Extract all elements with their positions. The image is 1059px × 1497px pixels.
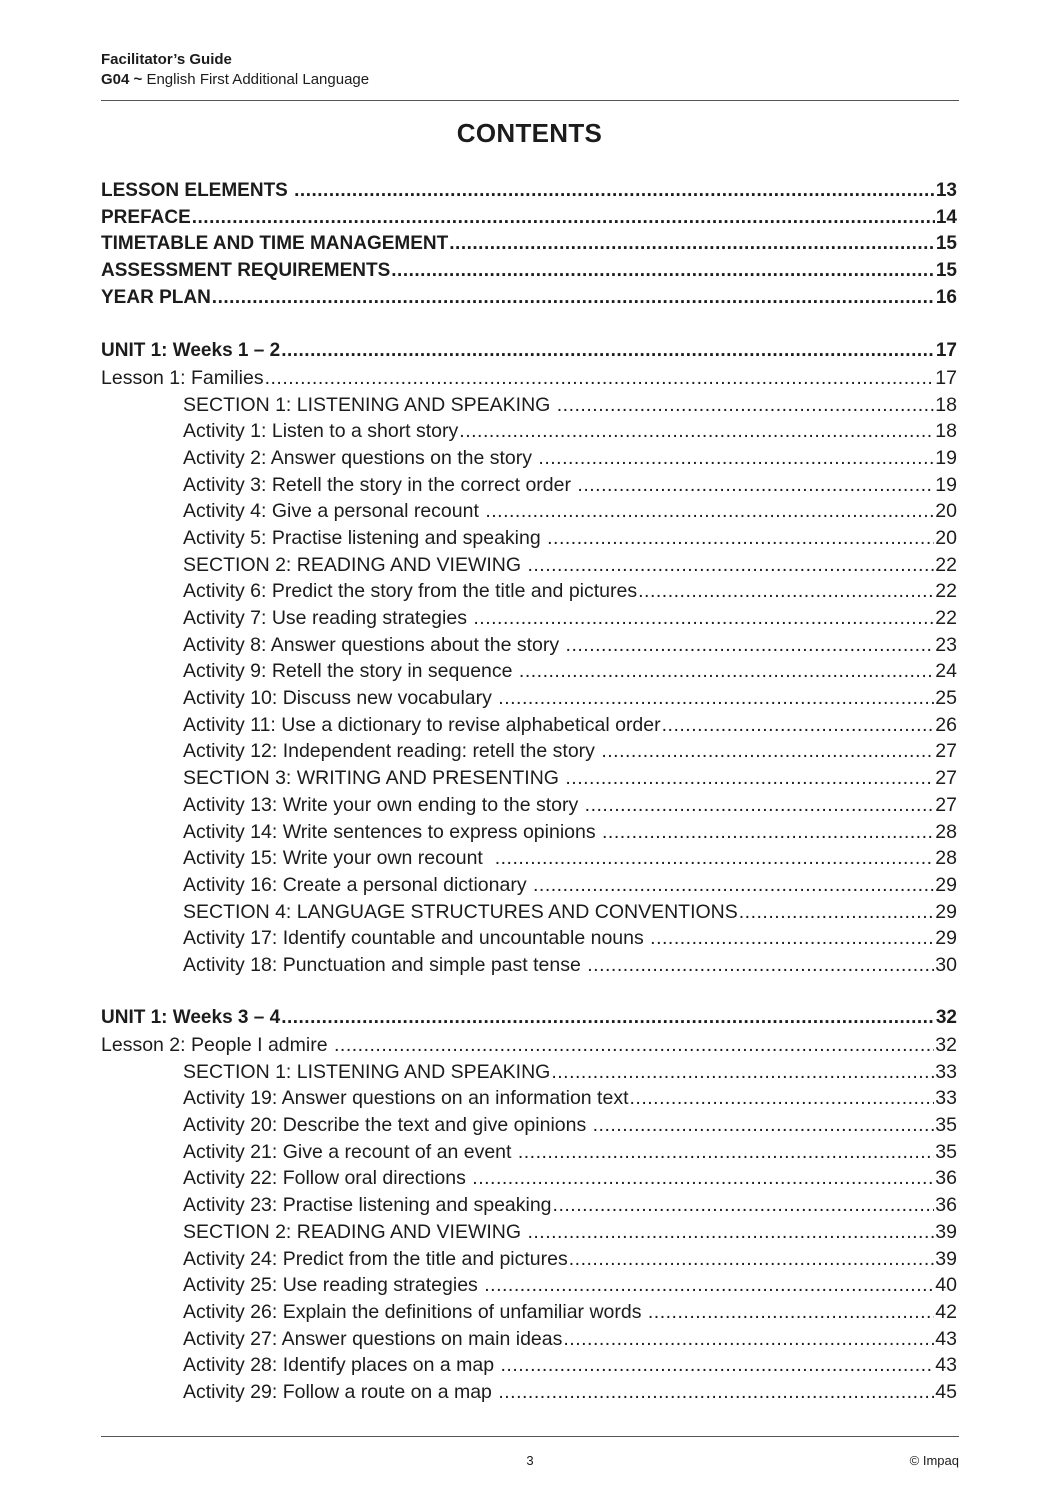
toc-item-entry — [101, 1272, 957, 1299]
dot-leader — [334, 1032, 934, 1059]
toc-page-number: 17 — [935, 340, 957, 362]
page-title: CONTENTS — [456, 118, 603, 148]
toc-spacer — [101, 311, 957, 338]
toc-front-entry — [101, 258, 957, 285]
toc-page-number: 43 — [935, 1354, 957, 1377]
toc-item-entry — [101, 899, 957, 926]
toc-front-entry — [101, 205, 957, 232]
toc-item-entry — [101, 472, 957, 499]
toc-item-entry — [101, 952, 957, 979]
toc-item-entry — [101, 658, 957, 685]
toc-page-number: 18 — [935, 393, 957, 416]
dot-leader — [538, 445, 934, 472]
toc-entry-label: Lesson 1: Families — [101, 366, 264, 389]
dot-leader — [281, 338, 935, 365]
dot-leader — [547, 525, 934, 552]
toc-page-number: 28 — [935, 847, 957, 870]
toc-entry-label: SECTION 1: LISTENING AND SPEAKING — [183, 1060, 551, 1083]
toc-item-entry — [101, 1352, 957, 1379]
toc-page-number: 24 — [935, 660, 957, 683]
toc-entry-label: TIMETABLE AND TIME MANAGEMENT — [101, 233, 449, 255]
toc-page-number: 35 — [935, 1114, 957, 1137]
dot-leader — [527, 1219, 934, 1246]
toc-entry-label: Activity 15: Write your own recount — [183, 847, 494, 870]
toc-page-number: 39 — [935, 1247, 957, 1270]
toc-entry-label: Activity 29: Follow a route on a map — [183, 1380, 498, 1403]
toc-lesson-entry — [101, 365, 957, 392]
toc-page-number: 36 — [935, 1167, 957, 1190]
toc-page-number: 29 — [935, 927, 957, 950]
toc-entry-label: Activity 11: Use a dictionary to revise alphabetical order — [183, 713, 661, 736]
toc-front-entry — [101, 231, 957, 258]
dot-leader — [569, 1246, 935, 1273]
dot-leader — [484, 1272, 934, 1299]
dot-leader — [563, 1326, 934, 1353]
toc-entry-label: Activity 3: Retell the story in the correct order — [183, 473, 577, 496]
dot-leader — [527, 552, 934, 579]
toc-page-number: 35 — [935, 1140, 957, 1163]
toc-entry-label: Activity 23: Practise listening and speaking — [183, 1194, 552, 1217]
toc-item-entry — [101, 819, 957, 846]
toc-entry-label: Activity 14: Write sentences to express opinions — [183, 820, 602, 843]
toc-page-number: 22 — [935, 553, 957, 576]
toc-item-entry — [101, 632, 957, 659]
dot-leader — [495, 845, 935, 872]
toc-page-number: 16 — [935, 286, 957, 308]
subject-name: English First Additional Language — [142, 71, 370, 88]
toc-page-number: 15 — [935, 233, 957, 255]
dot-leader — [498, 685, 934, 712]
toc-entry-label: Activity 4: Give a personal recount — [183, 500, 485, 523]
toc-page-number: 23 — [935, 633, 957, 656]
toc-page-number: 29 — [935, 900, 957, 923]
dot-leader — [485, 498, 934, 525]
toc-entry-label: Activity 24: Predict from the title and pictures — [183, 1247, 568, 1270]
toc-page-number: 45 — [935, 1380, 957, 1403]
toc-item-entry — [101, 525, 957, 552]
toc-page-number: 32 — [935, 1007, 957, 1029]
dot-leader — [391, 258, 935, 285]
toc-page-number: 33 — [935, 1060, 957, 1083]
toc-unit-heading — [101, 1005, 957, 1032]
dot-leader — [519, 658, 934, 685]
toc-entry-label: UNIT 1: Weeks 3 – 4 — [101, 1007, 281, 1029]
dot-leader — [601, 738, 934, 765]
toc-item-entry — [101, 578, 957, 605]
dot-leader — [472, 1165, 934, 1192]
dot-leader — [638, 578, 934, 605]
toc-entry-label: Activity 25: Use reading strategies — [183, 1274, 484, 1297]
dot-leader — [602, 819, 934, 846]
toc-entry-label: Activity 28: Identify places on a map — [183, 1354, 500, 1377]
dot-leader — [593, 1112, 935, 1139]
toc-page-number: 26 — [935, 713, 957, 736]
dot-leader — [533, 872, 934, 899]
copyright-notice: © Impaq — [909, 1453, 959, 1468]
toc-item-entry — [101, 1085, 957, 1112]
grade-code: G04 ~ — [101, 71, 143, 88]
toc-entry-label: ASSESSMENT REQUIREMENTS — [101, 260, 391, 282]
footer-rule — [101, 1436, 959, 1437]
toc-item-entry — [101, 498, 957, 525]
dot-leader — [587, 952, 934, 979]
toc-entry-label: Activity 12: Independent reading: retell the story — [183, 740, 601, 763]
toc-entry-label: SECTION 3: WRITING AND PRESENTING — [183, 767, 565, 790]
toc-entry-label: Activity 16: Create a personal dictionary — [183, 873, 533, 896]
toc-entry-label: Activity 13: Write your own ending to the story — [183, 793, 584, 816]
toc-spacer — [101, 979, 957, 1006]
toc-page-number: 27 — [935, 793, 957, 816]
toc-item-entry — [101, 1379, 957, 1406]
page-header — [101, 50, 959, 90]
dot-leader — [585, 792, 935, 819]
toc-entry-label: Activity 7: Use reading strategies — [183, 607, 473, 629]
toc-page-number: 22 — [935, 580, 957, 603]
toc-page-number: 30 — [935, 953, 957, 976]
dot-leader — [518, 1139, 934, 1166]
toc-item-entry — [101, 845, 957, 872]
toc-lesson-entry — [101, 1032, 957, 1059]
toc-item-entry — [101, 685, 957, 712]
dot-leader — [553, 1192, 935, 1219]
toc-page-number: 19 — [935, 446, 957, 469]
toc-entry-label: Activity 27: Answer questions on main ideas — [183, 1327, 563, 1350]
toc-entry-label: LESSON ELEMENTS — [101, 180, 294, 201]
toc-item-entry — [101, 765, 957, 792]
toc-entry-label: PREFACE — [101, 206, 191, 228]
dot-leader — [212, 285, 935, 312]
dot-leader — [294, 178, 935, 205]
toc-page-number: 22 — [935, 607, 957, 629]
dot-leader — [498, 1379, 934, 1406]
toc-item-entry — [101, 872, 957, 899]
toc-item-entry — [101, 1299, 957, 1326]
toc-entry-label: SECTION 1: LISTENING AND SPEAKING — [183, 393, 556, 416]
toc-page-number: 36 — [935, 1194, 957, 1217]
dot-leader — [629, 1085, 934, 1112]
toc-item-entry — [101, 925, 957, 952]
toc-item-entry — [101, 1165, 957, 1192]
toc-entry-label: Activity 6: Predict the story from the title and pictures — [183, 580, 638, 603]
toc-item-entry — [101, 605, 957, 632]
toc-entry-label: Activity 1: Listen to a short story — [183, 420, 459, 443]
dot-leader — [473, 605, 934, 632]
toc-page-number: 27 — [935, 767, 957, 790]
dot-leader — [648, 1299, 934, 1326]
dot-leader — [565, 765, 934, 792]
toc-page-number: 20 — [935, 526, 957, 549]
toc-page-number: 32 — [935, 1034, 957, 1056]
toc-item-entry — [101, 712, 957, 739]
toc-page-number: 20 — [935, 500, 957, 523]
toc-unit-heading — [101, 338, 957, 365]
toc-entry-label: YEAR PLAN — [101, 286, 211, 308]
toc-item-entry — [101, 1326, 957, 1353]
toc-page-number: 27 — [935, 740, 957, 763]
toc-entry-label: Activity 2: Answer questions on the story — [183, 446, 538, 469]
toc-front-entry — [101, 178, 957, 205]
toc-item-entry — [101, 1246, 957, 1273]
toc-entry-label: Activity 21: Give a recount of an event — [183, 1140, 517, 1163]
toc-item-entry — [101, 392, 957, 419]
toc-page-number: 28 — [935, 820, 957, 843]
toc-page-number: 17 — [935, 366, 957, 389]
toc-item-entry — [101, 418, 957, 445]
toc-entry-label: Activity 26: Explain the definitions of unfamiliar words — [183, 1300, 647, 1323]
toc-item-entry — [101, 1192, 957, 1219]
toc-item-entry — [101, 792, 957, 819]
toc-item-entry — [101, 1112, 957, 1139]
page-number: 3 — [526, 1453, 534, 1468]
toc-page-number: 29 — [935, 873, 957, 896]
toc-page-number: 33 — [935, 1087, 957, 1110]
dot-leader — [662, 712, 935, 739]
dot-leader — [566, 632, 935, 659]
table-of-contents — [101, 178, 957, 1406]
toc-item-entry — [101, 1219, 957, 1246]
dot-leader — [459, 418, 934, 445]
toc-page-number: 40 — [935, 1274, 957, 1297]
toc-item-entry — [101, 552, 957, 579]
dot-leader — [281, 1005, 935, 1032]
dot-leader — [449, 231, 935, 258]
toc-entry-label: Activity 19: Answer questions on an information text — [183, 1087, 629, 1110]
toc-page-number: 42 — [935, 1300, 957, 1323]
toc-entry-label: Activity 9: Retell the story in sequence — [183, 660, 518, 683]
guide-subtitle — [101, 70, 959, 90]
header-rule — [101, 100, 959, 101]
toc-entry-label: Activity 22: Follow oral directions — [183, 1167, 472, 1190]
toc-page-number: 14 — [935, 206, 957, 228]
toc-item-entry — [101, 1059, 957, 1086]
dot-leader — [650, 925, 934, 952]
guide-title: Facilitator’s Guide — [101, 51, 232, 68]
toc-entry-label: Activity 20: Describe the text and give opinions — [183, 1114, 592, 1137]
toc-item-entry — [101, 1139, 957, 1166]
toc-item-entry — [101, 738, 957, 765]
toc-page-number: 39 — [935, 1220, 957, 1243]
dot-leader — [501, 1352, 935, 1379]
dot-leader — [577, 472, 934, 499]
toc-page-number: 18 — [935, 420, 957, 443]
toc-entry-label: UNIT 1: Weeks 1 – 2 — [101, 340, 281, 362]
dot-leader — [739, 899, 935, 926]
toc-entry-label: Lesson 2: People I admire — [101, 1034, 333, 1056]
toc-page-number: 43 — [935, 1327, 957, 1350]
toc-page-number: 13 — [935, 180, 957, 201]
toc-entry-label: Activity 18: Punctuation and simple past tense — [183, 953, 587, 976]
toc-page-number: 19 — [935, 473, 957, 496]
dot-leader — [557, 392, 935, 419]
dot-leader — [192, 205, 935, 232]
toc-entry-label: Activity 5: Practise listening and speaking — [183, 526, 547, 549]
toc-entry-label: Activity 8: Answer questions about the story — [183, 633, 565, 656]
dot-leader — [265, 365, 935, 392]
toc-entry-label: Activity 10: Discuss new vocabulary — [183, 687, 498, 710]
toc-entry-label: SECTION 4: LANGUAGE STRUCTURES AND CONVENTIONS — [183, 900, 738, 923]
toc-entry-label: SECTION 2: READING AND VIEWING — [183, 553, 527, 576]
dot-leader — [551, 1059, 934, 1086]
toc-front-entry — [101, 285, 957, 312]
toc-page-number: 25 — [935, 687, 957, 710]
toc-item-entry — [101, 445, 957, 472]
toc-page-number: 15 — [935, 260, 957, 282]
toc-entry-label: SECTION 2: READING AND VIEWING — [183, 1220, 527, 1243]
toc-entry-label: Activity 17: Identify countable and uncountable nouns — [183, 927, 650, 950]
